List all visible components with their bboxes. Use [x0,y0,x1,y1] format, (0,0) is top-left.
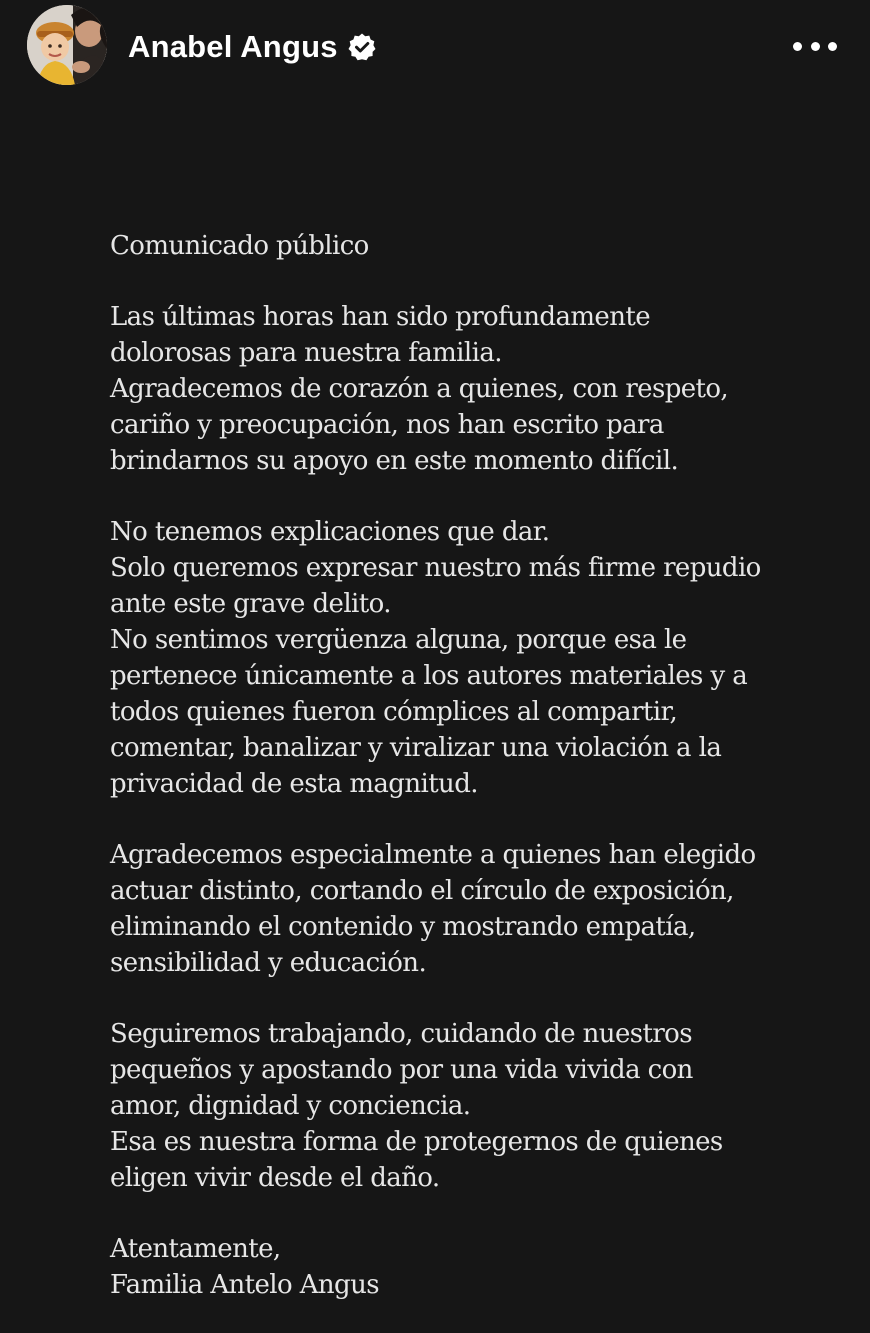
paragraph-2 [110,514,830,802]
text-line: Agradecemos especialmente a quienes han elegido [110,840,756,870]
text-line: comentar, banalizar y viralizar una violación a la [110,733,722,763]
text-line: todos quienes fueron cómplices al compartir, [110,697,678,727]
text-line: Agradecemos de corazón a quienes, con respeto, [110,374,729,404]
username[interactable]: Anabel Angus [128,29,338,64]
dot [828,42,837,51]
avatar-photo [27,5,107,85]
verified-badge-icon [347,32,377,62]
text-line: actuar distinto, cortando el círculo de exposición, [110,876,734,906]
text-line: sensibilidad y educación. [110,948,427,978]
text-line: cariño y preocupación, nos han escrito para [110,410,664,440]
dot [811,42,820,51]
avatar[interactable] [27,5,107,85]
text-line: pertenece únicamente a los autores materiales y a [110,661,748,691]
paragraph-1 [110,299,830,479]
post-title: Comunicado público [110,231,369,261]
text-line: Solo queremos expresar nuestro más firme repudio [110,553,761,583]
paragraph-3 [110,837,830,981]
text-line: brindarnos su apoyo en este momento difícil. [110,446,679,476]
text-line: ante este grave delito. [110,589,391,619]
text-line: Esa es nuestra forma de protegernos de quienes [110,1127,723,1157]
paragraph-4 [110,1016,830,1196]
post-text [110,228,830,1303]
post-header [0,0,870,92]
text-line: eligen vivir desde el daño. [110,1163,440,1193]
text-line: privacidad de esta magnitud. [110,769,478,799]
closing: Atentamente, [110,1234,281,1264]
more-options-icon[interactable] [793,32,837,60]
text-line: Las últimas horas han sido profundamente [110,302,650,332]
text-line: pequeños y apostando por una vida vivida con [110,1055,693,1085]
text-line: No tenemos explicaciones que dar. [110,517,550,547]
username-row [128,27,377,67]
text-line: No sentimos vergüenza alguna, porque esa le [110,625,687,655]
text-line: amor, dignidad y conciencia. [110,1091,471,1121]
text-line: Seguiremos trabajando, cuidando de nuestros [110,1019,692,1049]
dot [793,42,802,51]
signature: Familia Antelo Angus [110,1270,379,1300]
text-line: dolorosas para nuestra familia. [110,338,502,368]
text-line: eliminando el contenido y mostrando empatía, [110,912,696,942]
